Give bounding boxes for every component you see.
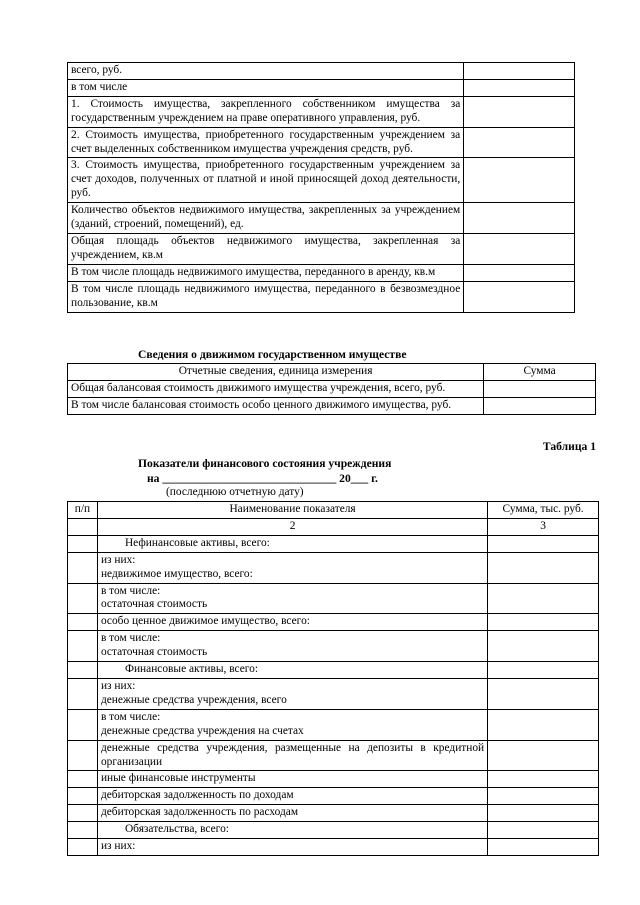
table-header-row (68, 502, 599, 519)
table-row (68, 127, 575, 158)
indicator-line: иные финансовые инструменты (100, 772, 256, 785)
financial-title: Показатели финансового состояния учреждения (138, 457, 392, 470)
table-row (68, 96, 575, 127)
indicator-name-cell (97, 771, 487, 788)
table-cell: В том числе площадь недвижимого имущества, переданного в аренду, кв.м (68, 264, 464, 281)
movable-property-title: Сведения о движимом государственном имуществе (138, 348, 407, 361)
table-row (68, 771, 599, 788)
indicator-name-cell (97, 535, 487, 552)
table-cell: Общая балансовая стоимость движимого имущества учреждения, всего, руб. (68, 380, 484, 397)
table-row (68, 380, 596, 397)
indicator-name-cell (97, 805, 487, 822)
table-cell: В том числе балансовая стоимость особо ценного движимого имущества, руб. (68, 397, 484, 414)
column-number: 3 (488, 518, 599, 535)
table-cell: в том числе (68, 79, 464, 96)
indicator-name-cell (97, 822, 487, 839)
indicator-name-cell (97, 614, 487, 631)
indicator-line: дебиторская задолженность по расходам (100, 806, 299, 819)
indicator-line: из них: (100, 840, 136, 853)
column-header: п/п (68, 502, 98, 519)
indicator-line: денежные средства учреждения, размещенные на депозиты в кредитной организации (100, 741, 485, 768)
table-label: Таблица 1 (542, 440, 596, 453)
indicator-name-cell (97, 631, 487, 662)
indicator-line: остаточная стоимость (100, 646, 208, 659)
indicator-line: денежные средства учреждения на счетах (100, 724, 304, 737)
table-row (68, 281, 575, 312)
financial-table (67, 501, 599, 856)
date-note: (последнюю отчетную дату) (166, 486, 304, 498)
table-row (68, 822, 599, 839)
indicator-line: особо ценное движимое имущество, всего: (100, 615, 310, 628)
indicator-name-cell (97, 740, 487, 771)
movable-property-table (67, 363, 596, 415)
column-header: Наименование показателя (97, 502, 487, 519)
indicator-line: Обязательства, всего: (124, 823, 229, 836)
indicator-name-cell (97, 788, 487, 805)
indicator-name-cell (97, 552, 487, 583)
table-row (68, 535, 599, 552)
indicator-line: из них: (100, 553, 136, 566)
column-header: Сумма, тыс. руб. (488, 502, 599, 519)
table-row (68, 264, 575, 281)
table-row (68, 158, 575, 203)
indicator-name-cell (97, 662, 487, 679)
table-cell: Количество объектов недвижимого имущества, закрепленных за учреждением (зданий, строений, помещений), ед. (68, 203, 464, 234)
column-number (68, 518, 98, 535)
table-cell: 1. Стоимость имущества, закрепленного собственником имущества за государственным учреждением на праве оперативного управления, руб. (68, 96, 464, 127)
table-row (68, 63, 575, 80)
table-row (68, 788, 599, 805)
indicator-line: в том числе: (100, 632, 161, 645)
indicator-line: из них: (100, 679, 136, 692)
table-cell: всего, руб. (68, 63, 464, 80)
table-cell: 3. Стоимость имущества, приобретенного государственным учреждением за счет доходов, полученных от платной и иной приносящей доход деятельности, руб. (68, 158, 464, 203)
table-header-row (68, 364, 596, 381)
table-row (68, 740, 599, 771)
table-row (68, 839, 599, 856)
date-line: на ______________________________ 20___ г. (147, 472, 378, 485)
table-row (68, 709, 599, 740)
table-row (68, 552, 599, 583)
indicator-line: Нефинансовые активы, всего: (124, 536, 270, 549)
table-row (68, 662, 599, 679)
table-row (68, 678, 599, 709)
property-table (67, 62, 575, 313)
table-row (68, 805, 599, 822)
table-row (68, 79, 575, 96)
table-cell: В том числе площадь недвижимого имущества, переданного в безвозмездное пользование, кв.м (68, 281, 464, 312)
column-header: Сумма (484, 364, 596, 381)
indicator-line: остаточная стоимость (100, 598, 208, 611)
table-row (68, 614, 599, 631)
indicator-line: Финансовые активы, всего: (124, 663, 259, 676)
indicator-line: в том числе: (100, 584, 161, 597)
indicator-name-cell (97, 709, 487, 740)
indicator-line: денежные средства учреждения, всего (100, 693, 287, 706)
table-row (68, 203, 575, 234)
table-row (68, 397, 596, 414)
column-header: Отчетные сведения, единица измерения (68, 364, 484, 381)
indicator-name-cell (97, 839, 487, 856)
table-row (68, 233, 575, 264)
indicator-line: недвижимое имущество, всего: (100, 567, 253, 580)
indicator-name-cell (97, 678, 487, 709)
column-number-row (68, 518, 599, 535)
indicator-line: в том числе: (100, 710, 161, 723)
table-row (68, 583, 599, 614)
column-number: 2 (97, 518, 487, 535)
indicator-name-cell (97, 583, 487, 614)
table-row (68, 631, 599, 662)
indicator-line: дебиторская задолженность по доходам (100, 789, 294, 802)
table-cell: Общая площадь объектов недвижимого имущества, закрепленная за учреждением, кв.м (68, 233, 464, 264)
table-cell: 2. Стоимость имущества, приобретенного государственным учреждением за счет выделенных собственником имущества учреждения средств, руб. (68, 127, 464, 158)
